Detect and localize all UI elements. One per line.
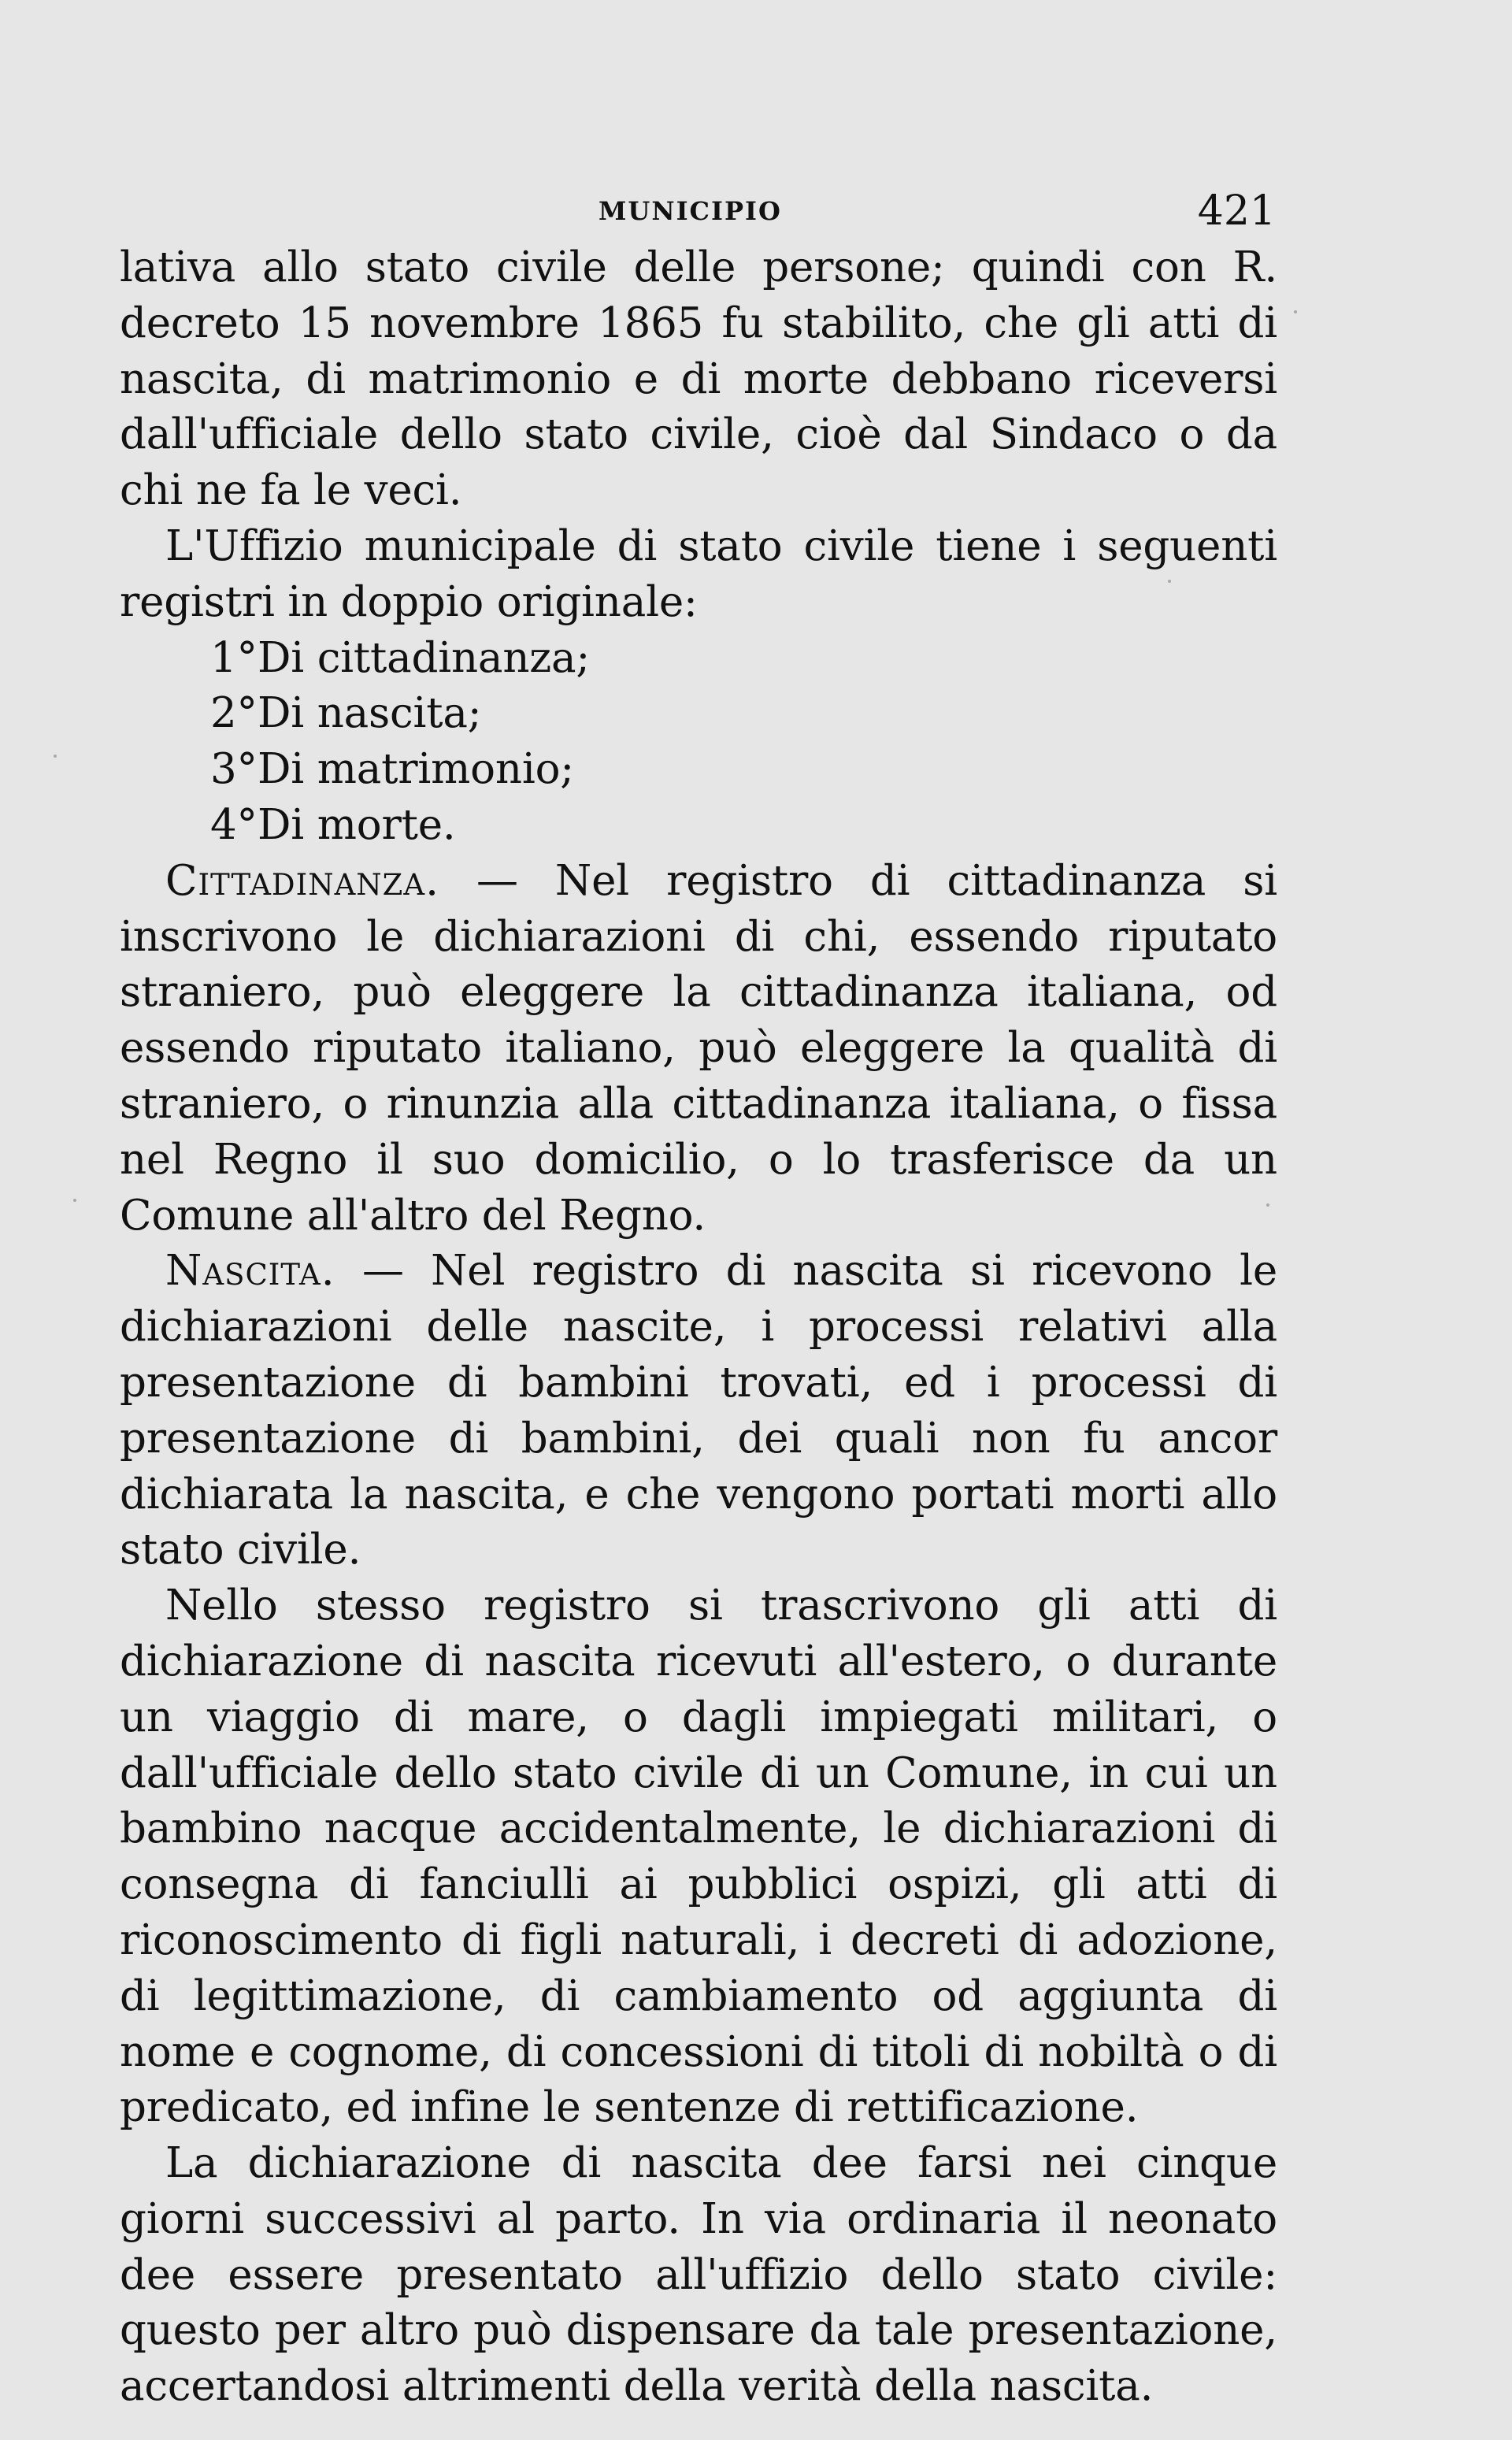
section-heading-nascita: Nascita. bbox=[165, 1247, 335, 1296]
list-text: Di morte. bbox=[258, 800, 456, 849]
section-text-cittadinanza: — Nel registro di cittadinanza si inscrivono le dichiarazioni di chi, essendo riputato straniero, può eleggere la cittadinanza italiana, od essendo riputato italiano, può eleggere la qualità di straniero, o rinunzia alla cittadinanza italiana, o fissa nel Regno il suo domicilio, o lo trasferisce da un Comune all'altro del Regno. bbox=[120, 856, 1277, 1240]
page-header bbox=[0, 187, 1512, 235]
list-text: Di nascita; bbox=[258, 689, 482, 738]
list-item bbox=[120, 631, 1277, 687]
list-item bbox=[120, 798, 1277, 854]
registers-list bbox=[120, 631, 1277, 854]
paragraph-1: lativa allo stato civile delle persone; quindi con R. decreto 15 novembre 1865 fu stabilito, che gli atti di nascita, di matrimonio e di morte debbano riceversi dall'ufficiale dello stato civile, cioè dal Sindaco o da chi ne fa le veci. bbox=[120, 243, 1277, 515]
list-number: 3° bbox=[210, 745, 258, 794]
paragraph-2: L'Uffizio municipale di stato civile tiene i seguenti registri in doppio originale: bbox=[120, 521, 1277, 626]
body-text bbox=[120, 240, 1277, 2415]
list-item bbox=[120, 742, 1277, 798]
list-text: Di cittadinanza; bbox=[258, 633, 591, 682]
section-text-nascita: — Nel registro di nascita si ricevono le dichiarazioni delle nascite, i processi relativi alla presentazione di bambini trovati, ed i processi di presentazione di bambini, dei quali non fu ancor dichiarata la nascita, e che vengono portati morti allo stato civile. bbox=[120, 1247, 1277, 1574]
scan-speck bbox=[54, 755, 57, 758]
list-number: 1° bbox=[210, 633, 258, 682]
list-text: Di matrimonio; bbox=[258, 745, 574, 794]
paragraph-4: La dichiarazione di nascita dee farsi nei cinque giorni successivi al parto. In via ordinaria il neonato dee essere presentato all'uffizio dello stato civile: questo per altro può dispensare da tale presentazione, accertandosi altrimenti della verità della nascita. bbox=[120, 2139, 1277, 2411]
list-item bbox=[120, 686, 1277, 742]
list-number: 4° bbox=[210, 800, 258, 849]
list-number: 2° bbox=[210, 689, 258, 738]
section-heading-cittadinanza: Cittadinanza. bbox=[165, 856, 439, 905]
section-cittadinanza bbox=[120, 854, 1277, 1244]
scan-speck bbox=[1168, 580, 1171, 583]
scan-speck bbox=[1294, 310, 1297, 313]
paragraph-3: Nello stesso registro si trascrivono gli atti di dichiarazione di nascita ricevuti all'estero, o durante un viaggio di mare, o dagli impiegati militari, o dall'ufficiale dello stato civile di un Comune, in cui un bambino nacque accidentalmente, le dichiarazioni di consegna di fanciulli ai pubblici ospizi, gli atti di riconoscimento di figli naturali, i decreti di adozione, di legittimazione, di cambiamento od aggiunta di nome e cognome, di concessioni di titoli di nobiltà o di predicato, ed infine le sentenze di rettificazione. bbox=[120, 1582, 1277, 2132]
section-nascita bbox=[120, 1244, 1277, 1578]
running-head: MUNICIPIO bbox=[598, 196, 782, 226]
page-number: 421 bbox=[1197, 187, 1276, 235]
scan-speck bbox=[1266, 1203, 1269, 1207]
scan-speck bbox=[73, 1199, 76, 1202]
